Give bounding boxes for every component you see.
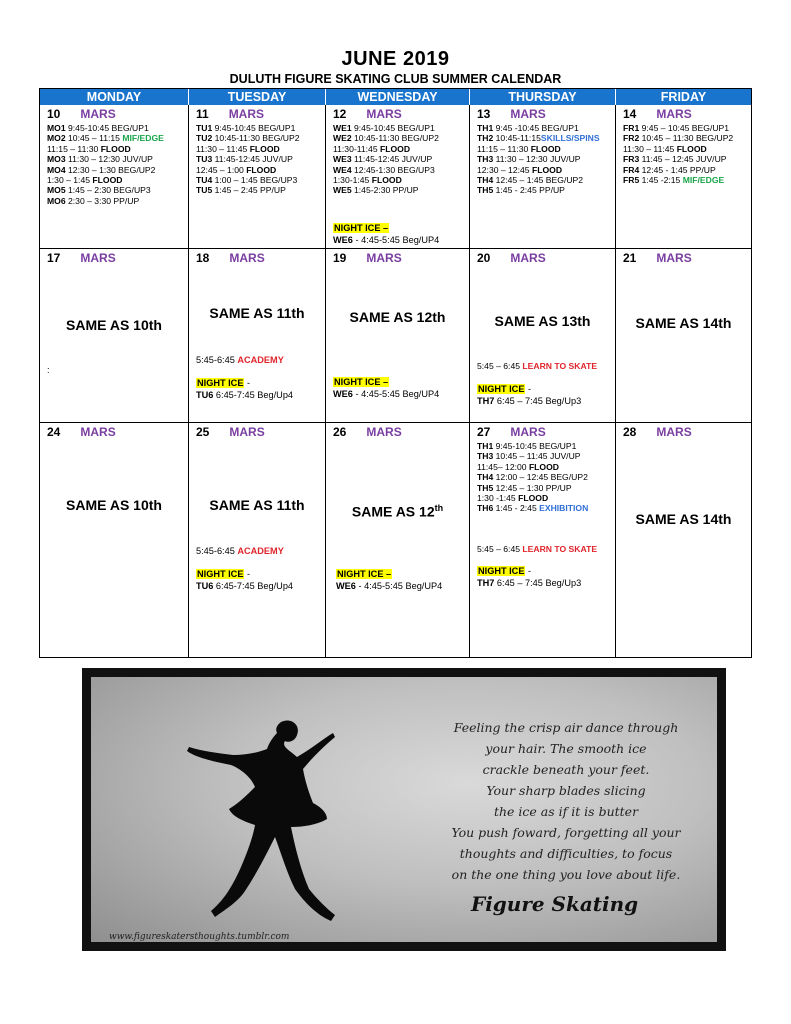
day-header xyxy=(47,107,116,121)
session-code: TH2 xyxy=(477,133,494,144)
extra-time: 5:45 – 6:45 xyxy=(477,544,523,554)
schedule-line xyxy=(623,154,733,164)
session-code: TH4 xyxy=(477,175,494,186)
session-time: 11:45-12:45 JUV/UP xyxy=(212,154,293,165)
day-header xyxy=(333,107,402,121)
day-number: 24 xyxy=(47,425,61,439)
schedule-line xyxy=(333,154,439,164)
night-ice xyxy=(333,376,439,400)
day-number: 19 xyxy=(333,251,347,265)
rink-label: MARS xyxy=(656,107,692,121)
session-code: TU3 xyxy=(196,154,213,165)
night-ice-dash: - xyxy=(525,566,532,576)
session-tag: EXHIBITION xyxy=(539,503,589,514)
session-code: TH7 xyxy=(477,396,495,406)
schedule-line xyxy=(196,123,300,133)
session-time: 1:00 – 1:45 BEG/UP3 xyxy=(212,175,298,186)
same-as-text: SAME AS 12 xyxy=(351,503,435,520)
schedule-list xyxy=(623,123,733,185)
quote-line: your hair. The smooth ice xyxy=(485,741,647,756)
same-as-label xyxy=(326,503,469,520)
session-time: 1:30 -1:45 xyxy=(477,493,519,504)
rink-label: MARS xyxy=(510,107,546,121)
session-time: 11:30-11:45 xyxy=(333,143,380,154)
night-ice-label: NIGHT ICE xyxy=(197,378,244,388)
day-header xyxy=(623,251,692,265)
same-as-label: SAME AS 10th xyxy=(66,317,162,333)
schedule-line xyxy=(47,144,164,154)
session-code: MO2 xyxy=(47,133,66,144)
day-header xyxy=(333,425,402,439)
schedule-line xyxy=(477,441,588,451)
schedule-line xyxy=(477,154,600,164)
session-time: 1:45 - 2:45 PP/UP xyxy=(493,185,565,196)
session-time: 1:45 – 2:45 PP/UP xyxy=(212,185,286,196)
session-time: - 4:45-5:45 Beg/UP4 xyxy=(355,581,443,591)
day-cell-10 xyxy=(40,105,189,249)
session-time: 10:45-11:30 BEG/UP2 xyxy=(212,133,300,144)
same-as-label: SAME AS 13th xyxy=(494,313,591,329)
schedule-line xyxy=(333,175,439,185)
session-time: 10:45 – 11:45 JUV/UP xyxy=(493,451,581,462)
day-cell-19 xyxy=(326,249,470,423)
session-time: 11:30 – 11:45 xyxy=(623,143,677,154)
extra-time: 5:45-6:45 xyxy=(196,355,238,365)
schedule-line xyxy=(47,154,164,164)
extra-session xyxy=(477,361,597,371)
schedule-line xyxy=(47,133,164,143)
session-code: WE1 xyxy=(333,123,352,133)
session-code: WE4 xyxy=(333,164,352,175)
rink-label: MARS xyxy=(510,251,546,265)
rink-label: MARS xyxy=(228,107,265,121)
extra-session xyxy=(196,546,284,556)
session-code: WE5 xyxy=(333,185,352,196)
night-ice xyxy=(196,568,293,592)
rink-label: MARS xyxy=(366,251,402,265)
day-number: 20 xyxy=(477,251,491,265)
day-cell-17 xyxy=(40,249,189,423)
schedule-line xyxy=(47,165,164,175)
flood-label: FLOOD xyxy=(371,175,402,186)
colon-mark: : xyxy=(47,365,50,375)
session-time: - 4:45-5:45 Beg/UP4 xyxy=(352,235,440,245)
day-header xyxy=(477,107,546,121)
skater-poster xyxy=(82,668,726,951)
session-time: 9:45-10:45 BEG/UP1 xyxy=(351,123,435,133)
rink-label: MARS xyxy=(656,425,692,439)
day-number: 17 xyxy=(47,251,61,265)
schedule-line xyxy=(333,133,439,143)
session-time: 1:45 - 2:45 xyxy=(493,503,540,514)
session-time: 10:45 – 11:30 BEG/UP2 xyxy=(639,133,734,144)
schedule-line xyxy=(47,123,164,133)
day-header xyxy=(196,107,264,121)
academy-label: ACADEMY xyxy=(237,546,284,556)
session-code: TU6 xyxy=(196,581,214,591)
night-ice-label: NIGHT ICE xyxy=(478,384,525,394)
session-code: TH5 xyxy=(477,185,494,196)
session-code: WE6 xyxy=(333,235,353,245)
session-code: TU2 xyxy=(196,133,213,144)
session-time: 11:15 – 11:30 xyxy=(47,143,101,154)
session-code: TH3 xyxy=(477,451,494,462)
night-ice xyxy=(196,377,293,401)
session-time: 11:30 – 11:45 xyxy=(196,143,250,154)
session-tag: SKILLS/SPINS xyxy=(540,133,600,144)
flood-label: FLOOD xyxy=(246,164,277,175)
night-ice-dash: - xyxy=(525,384,532,394)
schedule-list xyxy=(477,123,600,196)
flood-label: FLOOD xyxy=(518,493,549,504)
schedule-line xyxy=(623,144,733,154)
session-code: FR4 xyxy=(623,164,640,175)
day-cell-13 xyxy=(470,105,616,249)
same-as-label: SAME AS 11th xyxy=(209,497,305,513)
session-time: 12:30 – 1:30 BEG/UP2 xyxy=(65,164,156,175)
session-time: 9:45-10:45 BEG/UP1 xyxy=(65,123,149,133)
session-time: 1:45 -2:15 xyxy=(639,175,683,186)
quote-line: thoughts and difficulties, to focus xyxy=(459,846,673,861)
session-tag: MIF/EDGE xyxy=(122,133,164,144)
schedule-line xyxy=(333,185,439,195)
schedule-line xyxy=(623,165,733,175)
session-time: 12:45 – 1:45 BEG/UP2 xyxy=(493,175,584,186)
night-ice xyxy=(333,222,439,246)
night-ice-label: NIGHT ICE – xyxy=(334,223,389,233)
session-code: WE6 xyxy=(336,581,356,591)
day-header xyxy=(47,425,116,439)
quote-line: Your sharp blades slicing xyxy=(486,783,646,798)
night-ice-label: NIGHT ICE xyxy=(478,566,525,576)
night-ice-label: NIGHT ICE – xyxy=(334,377,389,387)
day-header xyxy=(623,425,692,439)
schedule-line xyxy=(47,196,164,206)
session-time: 10:45 – 11:15 xyxy=(65,133,123,144)
session-time: 9:45-10:45 BEG/UP1 xyxy=(493,441,577,451)
day-cell-18 xyxy=(189,249,326,423)
schedule-line xyxy=(477,175,600,185)
rink-label: MARS xyxy=(366,425,402,439)
schedule-line xyxy=(477,185,600,195)
same-as-label: SAME AS 12th xyxy=(349,309,446,325)
schedule-line xyxy=(477,503,588,513)
day-header xyxy=(477,425,546,439)
day-header xyxy=(47,251,116,265)
ordinal-suffix: th xyxy=(434,503,444,513)
quote-line: the ice as if it is butter xyxy=(493,804,639,819)
session-code: TH7 xyxy=(477,578,495,588)
session-time: 12:45 – 1:00 xyxy=(196,164,247,175)
session-time: - 4:45-5:45 Beg/UP4 xyxy=(352,389,440,399)
session-time: 10:45-11:15 xyxy=(493,133,541,144)
day-cell-20 xyxy=(470,249,616,423)
session-code: TH1 xyxy=(477,123,494,133)
poster-title: Figure Skating xyxy=(471,892,639,916)
session-tag: MIF/EDGE xyxy=(682,175,725,186)
schedule-line xyxy=(333,123,439,133)
weekday-header-tuesday: TUESDAY xyxy=(189,89,326,105)
schedule-line xyxy=(477,472,588,482)
learn-to-skate-label: LEARN TO SKATE xyxy=(522,544,598,554)
day-number: 12 xyxy=(333,107,347,121)
same-as-label: SAME AS 10th xyxy=(66,497,162,513)
session-time: 9:45 – 10:45 BEG/UP1 xyxy=(639,123,730,133)
flood-label: FLOOD xyxy=(92,175,123,186)
session-code: FR5 xyxy=(623,175,640,186)
session-time: 1:30-1:45 xyxy=(333,175,372,186)
rink-label: MARS xyxy=(80,251,116,265)
schedule-line xyxy=(623,175,733,185)
session-code: TH4 xyxy=(477,472,494,483)
rink-label: MARS xyxy=(80,107,116,121)
session-code: MO4 xyxy=(47,164,66,175)
extra-time: 5:45-6:45 xyxy=(196,546,238,556)
session-time: 11:45– 12:00 xyxy=(477,461,529,472)
schedule-line xyxy=(196,144,300,154)
session-time: 12:45-1:30 BEG/UP3 xyxy=(351,164,435,175)
session-code: TU4 xyxy=(196,175,213,186)
extra-session xyxy=(477,544,597,554)
session-code: MO5 xyxy=(47,185,66,196)
session-code: TH6 xyxy=(477,503,494,514)
day-cell-24 xyxy=(40,423,189,657)
schedule-line xyxy=(477,123,600,133)
learn-to-skate-label: LEARN TO SKATE xyxy=(522,361,598,371)
schedule-line xyxy=(477,493,588,503)
schedule-line xyxy=(196,175,300,185)
schedule-line xyxy=(477,462,588,472)
night-ice xyxy=(477,565,581,589)
session-code: TH1 xyxy=(477,441,494,451)
day-header xyxy=(196,251,265,265)
session-code: WE6 xyxy=(333,389,353,399)
flood-label: FLOOD xyxy=(528,461,560,472)
poster-quote xyxy=(421,717,711,885)
rink-label: MARS xyxy=(229,251,265,265)
weekday-header-wednesday: WEDNESDAY xyxy=(326,89,470,105)
session-time: 1:45-2:30 PP/UP xyxy=(351,185,419,196)
session-time: 11:30 – 12:30 JUV/UP xyxy=(493,154,581,165)
day-number: 28 xyxy=(623,425,637,439)
schedule-line xyxy=(333,144,439,154)
day-number: 21 xyxy=(623,251,637,265)
flood-label: FLOOD xyxy=(379,143,411,154)
same-as-label: SAME AS 14th xyxy=(635,315,732,331)
rink-label: MARS xyxy=(656,251,692,265)
schedule-line xyxy=(196,154,300,164)
session-time: 12:30 – 12:45 xyxy=(477,164,532,175)
schedule-line xyxy=(196,185,300,195)
poster-image xyxy=(91,677,717,942)
flood-label: FLOOD xyxy=(530,143,561,154)
session-code: FR1 xyxy=(623,123,640,133)
day-cell-14 xyxy=(616,105,751,249)
night-ice xyxy=(477,383,581,407)
flood-label: FLOOD xyxy=(676,143,707,154)
rink-label: MARS xyxy=(229,425,265,439)
day-cell-25 xyxy=(189,423,326,657)
schedule-list xyxy=(196,123,300,196)
session-code: TU6 xyxy=(196,390,214,400)
session-time: 6:45 – 7:45 Beg/Up3 xyxy=(494,396,582,406)
page-subtitle: DULUTH FIGURE SKATING CLUB SUMMER CALENDAR xyxy=(229,72,562,86)
session-code: TH5 xyxy=(477,482,494,493)
quote-line: crackle beneath your feet. xyxy=(482,762,650,777)
session-time: 1:45 – 2:30 BEG/UP3 xyxy=(65,185,151,196)
flood-label: FLOOD xyxy=(249,143,280,154)
day-header xyxy=(477,251,546,265)
academy-label: ACADEMY xyxy=(237,355,284,365)
schedule-line xyxy=(477,133,600,143)
session-time: 6:45 – 7:45 Beg/Up3 xyxy=(494,578,582,588)
quote-line: on the one thing you love about life. xyxy=(451,867,681,882)
session-time: 11:45 – 12:45 JUV/UP xyxy=(639,154,727,165)
session-code: MO1 xyxy=(47,123,66,133)
schedule-line xyxy=(477,144,600,154)
schedule-line xyxy=(477,165,600,175)
session-time: 12:00 – 12:45 BEG/UP2 xyxy=(493,472,588,483)
session-time: 12:45 - 1:45 PP/UP xyxy=(639,164,716,175)
day-number: 26 xyxy=(333,425,347,439)
session-time: 9:45-10:45 BEG/UP1 xyxy=(212,123,296,133)
day-cell-27 xyxy=(470,423,616,657)
weekday-header-row xyxy=(40,89,751,105)
same-as-label: SAME AS 11th xyxy=(209,305,305,321)
weekday-header-thursday: THURSDAY xyxy=(470,89,616,105)
quote-line: Feeling the crisp air dance through xyxy=(453,720,679,735)
extra-time: 5:45 – 6:45 xyxy=(477,361,523,371)
day-cell-21 xyxy=(616,249,751,423)
night-ice-label: NIGHT ICE xyxy=(197,569,244,579)
day-cell-26 xyxy=(326,423,470,657)
session-code: MO6 xyxy=(47,195,66,206)
weekday-header-monday: MONDAY xyxy=(40,89,189,105)
day-number: 10 xyxy=(47,107,61,121)
poster-url: www.figureskatersthoughts.tumblr.com xyxy=(109,932,290,942)
schedule-list xyxy=(47,123,164,206)
session-code: TU1 xyxy=(196,123,213,133)
session-code: FR3 xyxy=(623,154,640,165)
session-code: WE3 xyxy=(333,154,352,165)
day-number: 18 xyxy=(196,251,210,265)
session-time: 11:30 – 12:30 JUV/UP xyxy=(65,154,153,165)
session-time: 2:30 – 3:30 PP/UP xyxy=(65,195,140,206)
flood-label: FLOOD xyxy=(100,143,131,154)
schedule-line xyxy=(47,175,164,185)
session-code: TU5 xyxy=(196,185,213,196)
schedule-list xyxy=(333,123,439,196)
schedule-line xyxy=(477,483,588,493)
day-cell-12 xyxy=(326,105,470,249)
schedule-line xyxy=(623,133,733,143)
same-as-label: SAME AS 14th xyxy=(635,511,732,527)
session-time: 11:45-12:45 JUV/UP xyxy=(351,154,433,165)
day-header xyxy=(623,107,692,121)
day-number: 14 xyxy=(623,107,637,121)
night-ice-label: NIGHT ICE – xyxy=(337,569,392,579)
rink-label: MARS xyxy=(510,425,546,439)
session-time: 1:30 – 1:45 xyxy=(47,175,93,186)
session-time: 12:45 – 1:30 PP/UP xyxy=(493,482,572,493)
day-cell-28 xyxy=(616,423,751,657)
extra-session xyxy=(196,355,284,365)
rink-label: MARS xyxy=(366,107,402,121)
quote-line: You push foward, forgetting all your xyxy=(451,825,681,840)
session-code: MO3 xyxy=(47,154,66,165)
schedule-list xyxy=(477,441,588,514)
day-header xyxy=(196,425,265,439)
session-code: WE2 xyxy=(333,133,352,144)
session-time: 6:45-7:45 Beg/Up4 xyxy=(213,390,294,400)
page-title: JUNE 2019 xyxy=(341,48,450,70)
day-number: 25 xyxy=(196,425,210,439)
session-code: TH3 xyxy=(477,154,494,165)
schedule-line xyxy=(196,165,300,175)
day-header xyxy=(333,251,402,265)
schedule-line xyxy=(477,451,588,461)
night-ice xyxy=(336,568,442,592)
night-ice-dash: - xyxy=(244,378,251,388)
schedule-line xyxy=(47,185,164,195)
schedule-line xyxy=(196,133,300,143)
weekday-header-friday: FRIDAY xyxy=(660,90,707,104)
session-time: 11:15 – 11:30 xyxy=(477,143,531,154)
session-time: 9:45 -10:45 BEG/UP1 xyxy=(493,123,579,133)
night-ice-dash: - xyxy=(244,569,251,579)
flood-label: FLOOD xyxy=(531,164,563,175)
session-time: 10:45-11:30 BEG/UP2 xyxy=(351,133,439,144)
day-number: 11 xyxy=(196,107,209,121)
session-code: FR2 xyxy=(623,133,640,144)
schedule-line xyxy=(623,123,733,133)
day-cell-11 xyxy=(189,105,326,249)
calendar-table xyxy=(39,88,752,658)
rink-label: MARS xyxy=(80,425,116,439)
day-number: 13 xyxy=(477,107,491,121)
session-time: 6:45-7:45 Beg/Up4 xyxy=(213,581,294,591)
day-number: 27 xyxy=(477,425,491,439)
schedule-line xyxy=(333,165,439,175)
